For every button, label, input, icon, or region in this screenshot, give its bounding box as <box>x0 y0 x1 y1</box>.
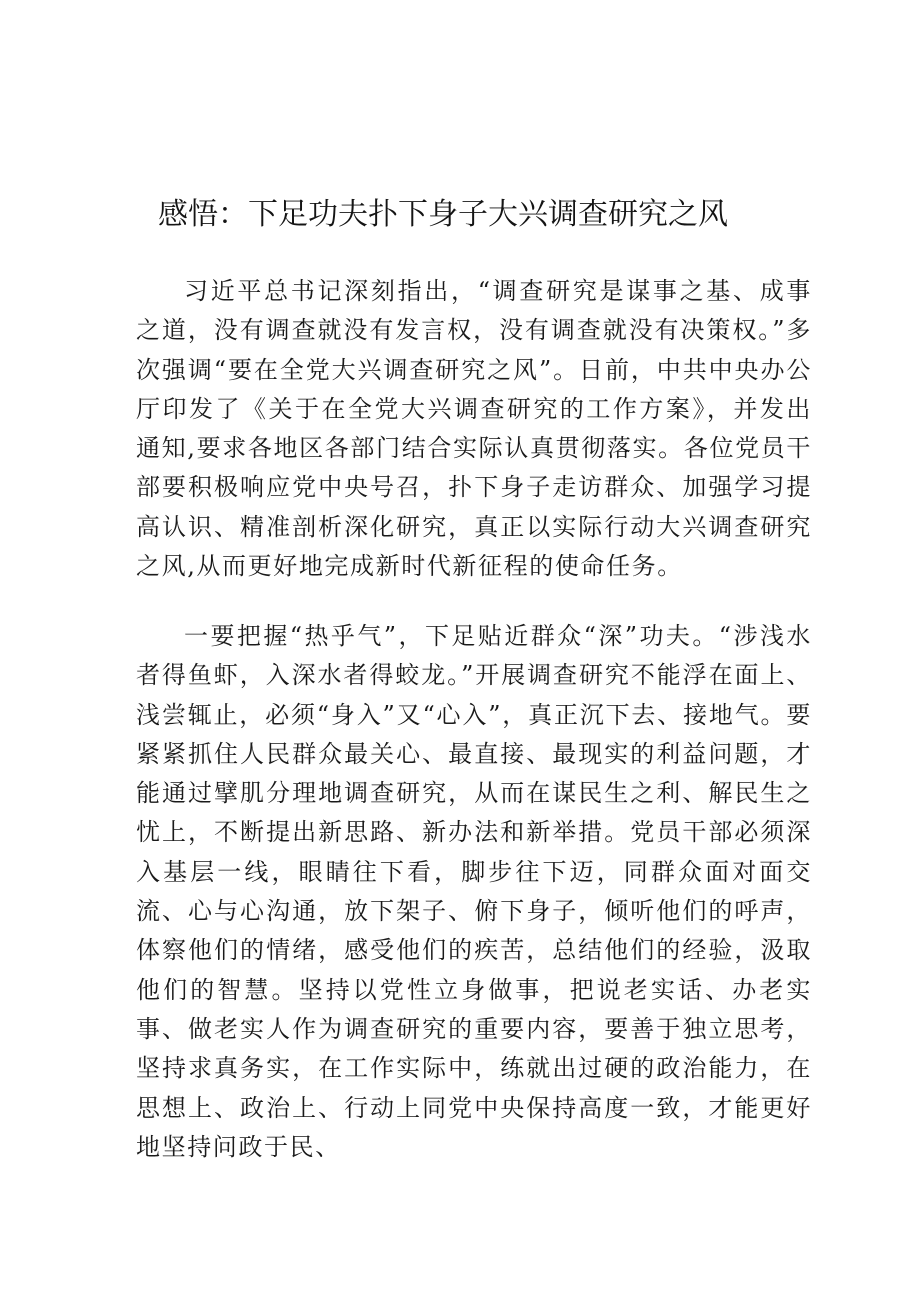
paragraph-intro: 习近平总书记深刻指出，“调查研究是谋事之基、成事之道，没有调查就没有发言权，没有调查就没有决策权。”多次强调“要在全党大兴调查研究之风”。日前，中共中央办公厅印发了《关于在全党大兴调查研究的工作方案》，并发出通知,要求各地区各部门结合实际认真贯彻落实。各位党员干部要积极响应党中央号召，扑下身子走访群众、加强学习提高认识、精准剖析深化研究，真正以实际行动大兴调查研究之风,从而更好地完成新时代新征程的使命任务。 <box>136 277 812 581</box>
document-title: 感悟：下足功夫扑下身子大兴调查研究之风 <box>158 197 728 232</box>
paragraph-first-point: 一要把握“热乎气”，下足贴近群众“深”功夫。“涉浅水者得鱼虾，入深水者得蛟龙。”开展调查研究不能浮在面上、浅尝辄止，必须“身入”又“心入”，真正沉下去、接地气。要紧紧抓住人民群众最关心、最直接、最现实的利益问题，才能通过擘肌分理地调查研究，从而在谋民生之利、解民生之忧上，不断提出新思路、新办法和新举措。党员干部必须深入基层一线，眼睛往下看，脚步往下迈，同群众面对面交流、心与心沟通，放下架子、俯下身子，倾听他们的呼声，体察他们的情绪，感受他们的疾苦，总结他们的经验，汲取他们的智慧。坚持以党性立身做事，把说老实话、办老实事、做老实人作为调查研究的重要内容，要善于独立思考，坚持求真务实，在工作实际中，练就出过硬的政治能力，在思想上、政治上、行动上同党中央保持高度一致，才能更好地坚持问政于民、 <box>136 622 812 1161</box>
